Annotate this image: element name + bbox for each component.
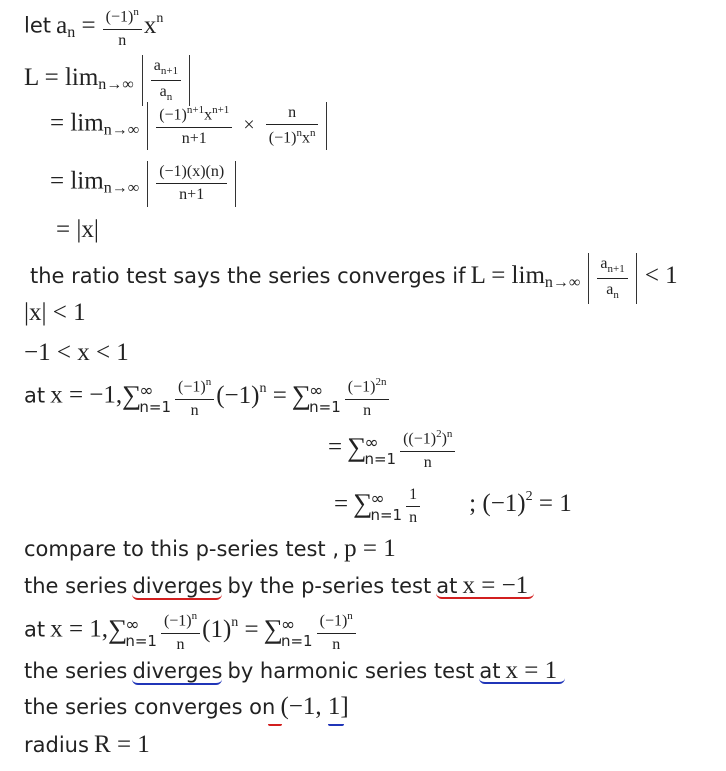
- text-by-test: by harmonic series test: [227, 659, 475, 683]
- frac-num: (−1)(x)(n): [156, 163, 227, 184]
- text-by-test: by the p-series test: [227, 574, 432, 598]
- frac-num: (−1): [319, 612, 348, 630]
- sigma-top: ∞: [364, 432, 379, 453]
- math-a: a: [56, 11, 68, 39]
- line-interval: −1 < x < 1: [24, 339, 129, 366]
- fraction: [103, 6, 142, 50]
- frac-sub: n: [613, 289, 619, 302]
- frac-num: (−1): [178, 378, 206, 396]
- sigma-bot: n=1: [364, 449, 397, 468]
- frac-sup: n: [205, 376, 212, 388]
- frac-num: ((−1): [403, 430, 437, 448]
- math-x-eq: x = −1: [462, 572, 529, 599]
- sigma-bot: n=1: [370, 506, 403, 525]
- frac-sup: n: [133, 6, 139, 18]
- frac-sup: 2n: [375, 376, 387, 388]
- sigma-top: ∞: [139, 380, 154, 401]
- absolute-value: [147, 161, 236, 207]
- line-p-series: [24, 536, 396, 561]
- line-converges-on: [24, 694, 349, 719]
- text-converges-on: the series converges on: [24, 695, 276, 719]
- math-eq: =: [328, 433, 343, 461]
- frac-den: n: [190, 401, 199, 419]
- frac-den: n+1: [179, 186, 205, 204]
- frac-sup: n: [347, 610, 353, 622]
- math-x-eq: x = −1,: [50, 381, 123, 409]
- line-abs-x-lt-1: |x| < 1: [24, 299, 86, 326]
- lim-sub: n→∞: [98, 75, 134, 93]
- sigma-bot: n=1: [280, 631, 313, 650]
- frac-num: a: [600, 255, 608, 272]
- math-eq: =: [81, 11, 96, 39]
- frac-den: n+1: [181, 129, 207, 147]
- text-at: at: [479, 659, 501, 683]
- line-ratio-test: [30, 253, 678, 304]
- lim-sub: n→∞: [544, 273, 581, 291]
- sigma: ∑ ∞ n=1: [122, 379, 172, 416]
- frac-sub: n+1: [607, 263, 625, 276]
- math-eq-lim: = lim: [50, 109, 104, 137]
- sigma-bot: n=1: [125, 631, 157, 650]
- math-eq-lim: = lim: [50, 167, 104, 195]
- absolute-value: [142, 55, 190, 106]
- sigma: ∑ ∞ n=1: [291, 379, 341, 416]
- text-radius: radius: [24, 733, 89, 757]
- absolute-value: [147, 102, 327, 150]
- line-sum-squared: [328, 428, 457, 472]
- text-let: let: [24, 13, 51, 38]
- frac-num: (−1): [159, 106, 187, 124]
- line-ratio-limit: [24, 55, 193, 106]
- line-diverges-minus-one: [24, 573, 534, 598]
- math-p-eq: p = 1: [344, 535, 396, 562]
- sigma: ∑ ∞ n=1: [353, 488, 403, 525]
- math-sup: n: [156, 10, 164, 26]
- math-term: (1): [202, 615, 232, 643]
- text-the-series: the series: [24, 574, 128, 598]
- frac-den: x: [301, 129, 310, 147]
- math-eq: =: [244, 615, 259, 643]
- sigma-bot: n=1: [139, 397, 172, 416]
- line-endpoint-one: [24, 610, 358, 654]
- frac-sup: n: [309, 127, 316, 140]
- math-R-eq: R = 1: [94, 731, 150, 758]
- text-the-series: the series: [24, 659, 128, 683]
- text-compare: compare to this p-series test ,: [24, 537, 340, 561]
- math-x-eq: x = 1: [505, 657, 558, 684]
- text-at: at: [24, 383, 46, 408]
- frac-sub: n: [166, 91, 173, 104]
- absolute-value: [588, 253, 636, 304]
- line-abs-x: = |x|: [56, 216, 99, 243]
- math-eq: =: [272, 381, 287, 409]
- line-substitution: [50, 102, 330, 150]
- frac-den: n: [363, 401, 372, 419]
- sigma-top: ∞: [280, 614, 296, 635]
- math-sub: n: [67, 23, 76, 41]
- text-ratio-test: the ratio test says the series converges if: [30, 263, 466, 288]
- frac-num: 1: [406, 486, 420, 507]
- sigma-bot: n=1: [309, 397, 341, 416]
- line-simplify: [50, 161, 239, 207]
- math-x-eq: x = 1,: [50, 615, 109, 643]
- frac-den: (−1): [268, 129, 297, 147]
- math-note: ; (−1): [469, 490, 526, 518]
- text-diverges-underlined: diverges: [132, 659, 223, 683]
- math-note: = 1: [532, 490, 572, 518]
- lim-sub: n→∞: [103, 179, 140, 197]
- math-term: (−1): [216, 381, 260, 409]
- line-radius: [24, 732, 150, 757]
- math-L-lim: L = lim: [470, 261, 545, 289]
- line-sum-one-over-n: [334, 486, 572, 528]
- frac-num: (−1): [105, 8, 134, 26]
- math-interval: (−1, 1]: [280, 693, 349, 720]
- math-sup: n: [231, 614, 239, 630]
- frac-sup: 2: [436, 428, 442, 440]
- frac-num: (−1): [163, 612, 192, 630]
- math-x: x: [143, 11, 157, 39]
- frac-sup: n: [191, 610, 198, 622]
- frac-den: n: [332, 635, 341, 653]
- text-at: at: [24, 617, 46, 642]
- frac-den: a: [159, 82, 167, 100]
- sigma-top: ∞: [370, 489, 385, 510]
- blue-endpoint-mark: [328, 724, 344, 726]
- lim-sub: n→∞: [103, 121, 140, 139]
- red-endpoint-mark: [268, 724, 282, 726]
- frac-sup: n: [296, 127, 302, 140]
- sigma-top: ∞: [125, 614, 140, 635]
- frac-sup: n+1: [212, 104, 230, 116]
- frac-num: ): [441, 430, 447, 448]
- frac-den: n: [176, 635, 185, 653]
- text-at: at: [436, 574, 458, 598]
- frac-num: n: [266, 104, 319, 125]
- sigma-top: ∞: [309, 380, 324, 401]
- math-sup: 2: [525, 489, 533, 505]
- frac-den: n: [423, 453, 432, 471]
- frac-num: (−1): [347, 378, 376, 396]
- math-eq: =: [334, 490, 349, 518]
- frac-sup: n+1: [186, 104, 205, 116]
- line-definition: [24, 6, 163, 50]
- line-endpoint-minus-one: [24, 376, 391, 420]
- frac-num: x: [204, 106, 213, 124]
- sigma: ∑ ∞ n=1: [263, 613, 313, 650]
- math-sup: n: [259, 380, 267, 396]
- frac-den: n: [118, 31, 127, 49]
- sigma: ∑ ∞ n=1: [108, 613, 157, 650]
- frac-sub: n+1: [160, 65, 179, 78]
- frac-num: a: [153, 57, 161, 74]
- line-diverges-one: [24, 658, 565, 683]
- math-L-lim: L = lim: [24, 63, 99, 91]
- frac-sup: n: [446, 428, 453, 440]
- frac-den: n: [409, 509, 418, 527]
- text-diverges-underlined: diverges: [132, 574, 223, 598]
- math-lt-one: < 1: [644, 261, 678, 289]
- sigma: ∑ ∞ n=1: [347, 431, 397, 468]
- frac-den: a: [606, 280, 614, 298]
- math-times: ×: [243, 113, 255, 136]
